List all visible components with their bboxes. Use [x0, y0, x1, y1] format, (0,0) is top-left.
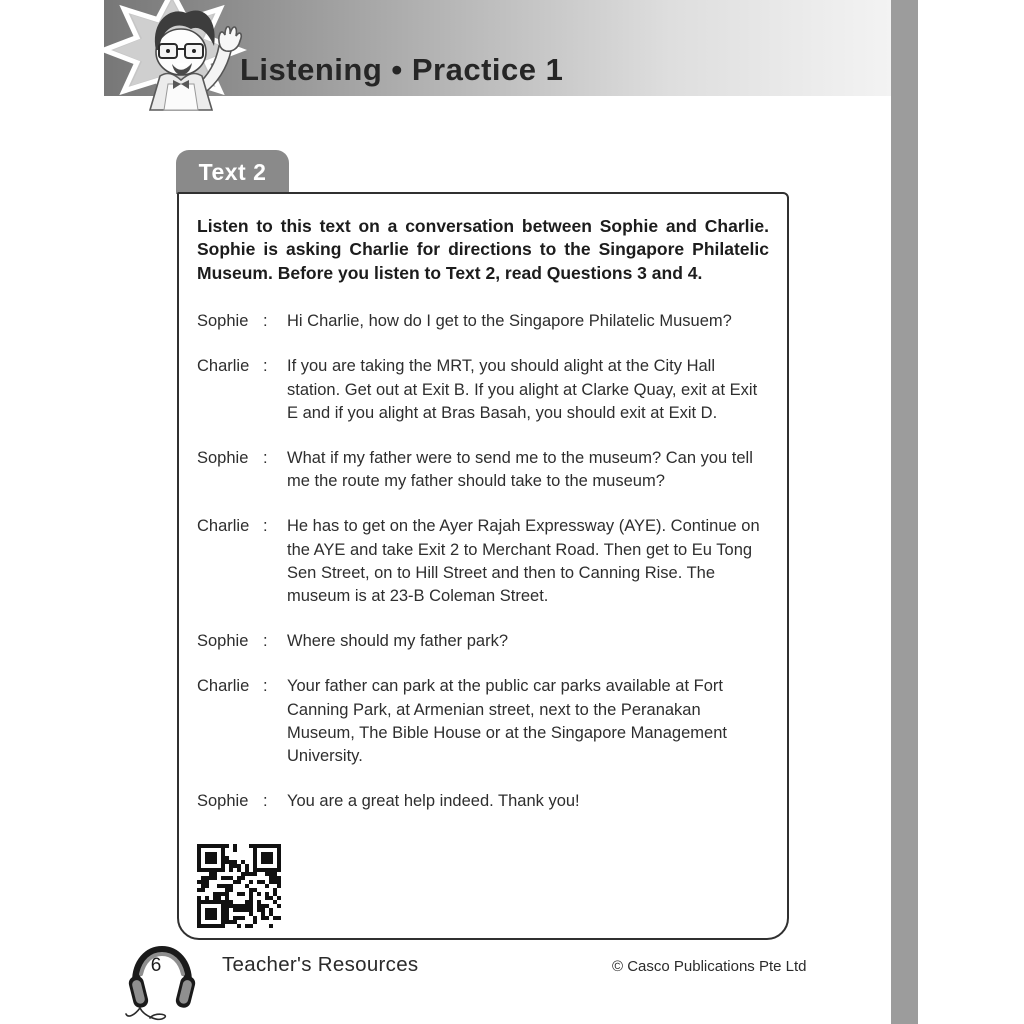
- star-badge-icon: [84, 0, 264, 116]
- speaker-name: Charlie: [197, 517, 250, 536]
- dialogue-row: [197, 310, 769, 333]
- speaker-name: Sophie: [197, 632, 249, 651]
- speaker-name: Charlie: [197, 677, 250, 696]
- qr-code: [197, 843, 281, 929]
- page-number: 6: [150, 955, 162, 976]
- dialogue-row: [197, 675, 769, 768]
- dialogue-row: [197, 515, 769, 608]
- speaker-colon: :: [263, 632, 268, 651]
- speaker-colon: :: [263, 449, 268, 468]
- speaker-name: Sophie: [197, 449, 249, 468]
- speech-text: You are a great help indeed. Thank you!: [287, 792, 580, 811]
- speaker-name: Sophie: [197, 792, 249, 811]
- speaker-colon: :: [263, 357, 268, 376]
- text-2-tab: [176, 150, 289, 194]
- dialogue-row: [197, 355, 769, 425]
- speaker-colon: :: [263, 792, 268, 811]
- speaker-name: Sophie: [197, 312, 249, 331]
- instructions-paragraph: Listen to this text on a conversation between Sophie and Charlie. Sophie is asking Charlie for directions to the Singapore Philatelic Museum. Before you listen to Text 2, read Questions 3 and 4.: [197, 216, 769, 283]
- speaker-name: Charlie: [197, 357, 250, 376]
- copyright-notice: © Casco Publications Pte Ltd: [612, 958, 807, 975]
- page-edge-strip: [891, 0, 918, 1024]
- dialogue-row: [197, 630, 769, 653]
- speaker-colon: :: [263, 517, 268, 536]
- speaker-colon: :: [263, 312, 268, 331]
- speaker-colon: :: [263, 677, 268, 696]
- dialogue-row: [197, 790, 769, 813]
- speech-text: If you are taking the MRT, you should alight at the City Hall station. Get out at Exit B. If you alight at Clarke Quay, exit at Exit E and if you alight at Bras Basah, you should exit at Exit D.: [287, 357, 758, 422]
- speech-text: What if my father were to send me to the museum? Can you tell me the route my father should take to the museum?: [287, 449, 753, 491]
- page-title: Listening • Practice 1: [240, 52, 564, 87]
- speech-text: Where should my father park?: [287, 632, 509, 651]
- speech-text: He has to get on the Ayer Rajah Expressway (AYE). Continue on the AYE and take Exit 2 to Merchant Road. Then get to Eu Tong Sen Street, on to Hill Street and then to Canning Rise. The museum is at 23-B Coleman Street.: [287, 517, 760, 606]
- speech-text: Hi Charlie, how do I get to the Singapore Philatelic Musuem?: [287, 312, 732, 331]
- listening-text-box: [177, 192, 789, 940]
- waving-boy-mascot-icon: [84, 0, 264, 116]
- tab-label: Text 2: [198, 158, 267, 185]
- footer-section-label: Teacher's Resources: [222, 953, 419, 976]
- headphones-icon: [124, 938, 200, 1024]
- dialogue-row: [197, 447, 769, 493]
- speech-text: Your father can park at the public car parks available at Fort Canning Park, at Armenian street, next to the Peranakan Museum, The Bible House or at the Singapore Management University.: [287, 677, 727, 766]
